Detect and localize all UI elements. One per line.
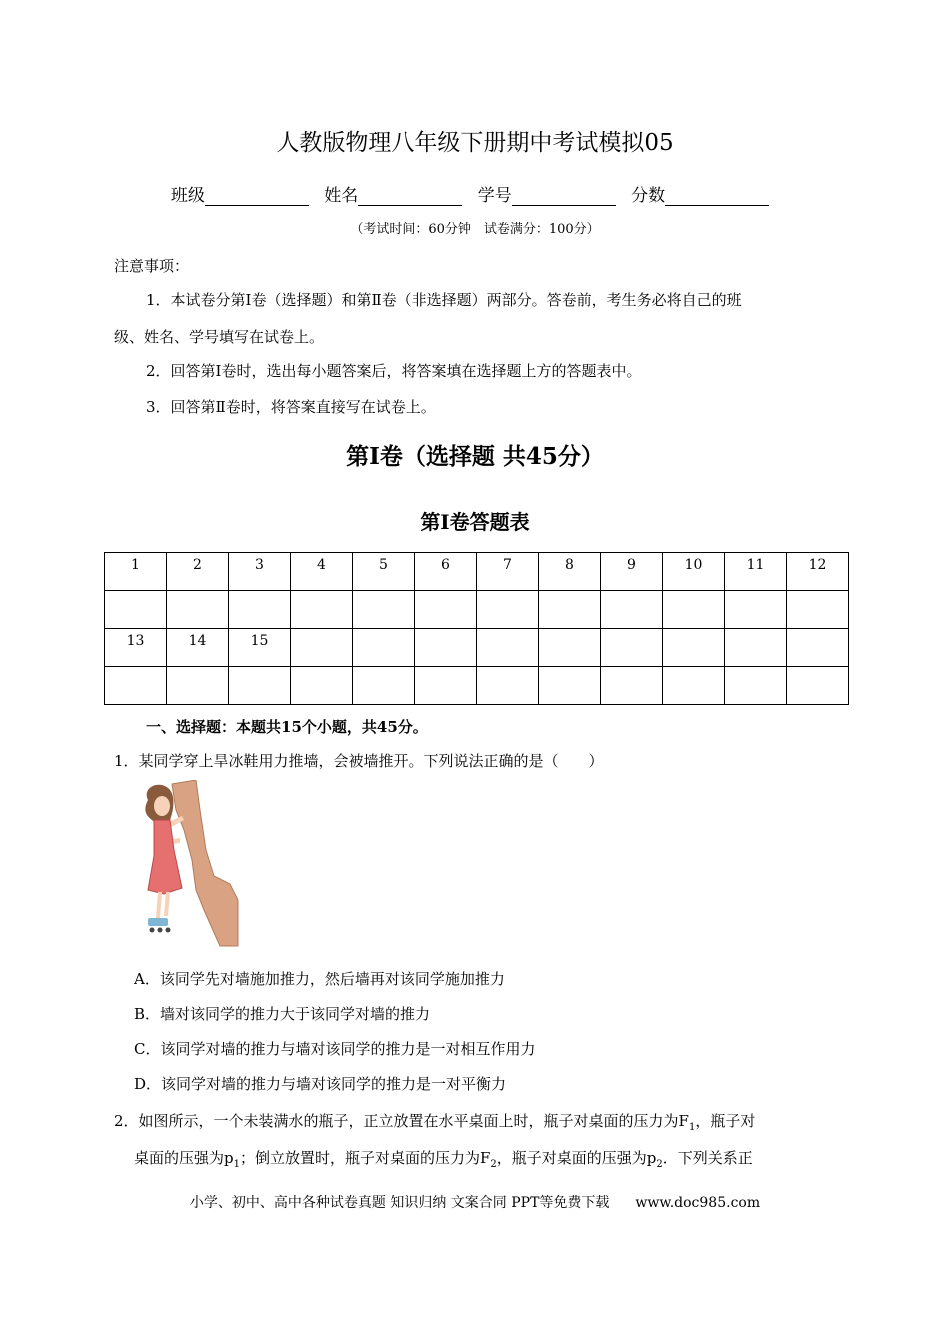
note-item-1-line-2: 级、姓名、学号填写在试卷上。 <box>114 328 325 346</box>
table-cell: 4 <box>291 553 353 591</box>
table-cell <box>539 629 601 667</box>
class-label: 班级 <box>170 186 205 206</box>
answer-cell[interactable] <box>415 667 477 705</box>
table-cell: 12 <box>787 553 849 591</box>
answer-table-number-row-2 <box>105 629 849 667</box>
table-cell <box>477 629 539 667</box>
question-2-line-2 <box>134 1147 753 1170</box>
answer-table-answer-row-2 <box>105 667 849 705</box>
table-cell <box>787 629 849 667</box>
question-1-option-c: C．该同学对墙的推力与墙对该同学的推力是一对相互作用力 <box>134 1040 536 1058</box>
q2-line2-sub-1: 1 <box>233 1159 240 1170</box>
answer-cell[interactable] <box>167 591 229 629</box>
note-item-1-line-1: 1．本试卷分第Ⅰ卷（选择题）和第Ⅱ卷（非选择题）两部分。答卷前，考生务必将自己的班 <box>146 291 742 309</box>
table-cell: 6 <box>415 553 477 591</box>
name-label: 姓名 <box>324 186 359 206</box>
q2-line1-text-b: ，瓶子对 <box>695 1112 756 1130</box>
table-cell: 10 <box>663 553 725 591</box>
footer-url-link[interactable]: www.doc985.com <box>635 1195 761 1211</box>
answer-cell[interactable] <box>353 591 415 629</box>
page-footer <box>0 1192 950 1212</box>
footer-text: 小学、初中、高中各种试卷真题 知识归纳 文案合同 PPT等免费下载 <box>189 1195 610 1211</box>
skate-wheel <box>150 928 155 933</box>
table-cell <box>353 629 415 667</box>
leg-shape <box>156 892 162 918</box>
name-blank[interactable] <box>358 187 462 206</box>
answer-cell[interactable] <box>787 591 849 629</box>
answer-cell[interactable] <box>353 667 415 705</box>
answer-cell[interactable] <box>167 667 229 705</box>
score-blank[interactable] <box>665 187 769 206</box>
answer-cell[interactable] <box>291 591 353 629</box>
score-label: 分数 <box>631 186 666 206</box>
table-cell: 3 <box>229 553 291 591</box>
table-cell: 9 <box>601 553 663 591</box>
table-cell: 11 <box>725 553 787 591</box>
question-1-option-d: D．该同学对墙的推力与墙对该同学的推力是一对平衡力 <box>134 1075 507 1093</box>
page-title: 人教版物理八年级下册期中考试模拟05 <box>276 130 674 156</box>
leg-shape <box>164 892 170 916</box>
answer-cell[interactable] <box>601 667 663 705</box>
question-1-option-a: A．该同学先对墙施加推力，然后墙再对该同学施加推力 <box>134 970 505 988</box>
table-cell <box>663 629 725 667</box>
id-blank[interactable] <box>512 187 616 206</box>
note-item-2: 2．回答第Ⅰ卷时，选出每小题答案后，将答案填在选择题上方的答题表中。 <box>146 362 642 380</box>
answer-cell[interactable] <box>105 591 167 629</box>
answer-cell[interactable] <box>539 591 601 629</box>
answer-cell[interactable] <box>725 591 787 629</box>
part-title: 一、选择题：本题共15个小题，共45分。 <box>146 718 428 736</box>
q2-line1-sub: 1 <box>688 1122 696 1133</box>
answer-cell[interactable] <box>105 667 167 705</box>
q2-line2-text-c: ，瓶子对桌面的压强为p <box>496 1149 657 1167</box>
answer-cell[interactable] <box>229 667 291 705</box>
note-item-3: 3．回答第Ⅱ卷时，将答案直接写在试卷上。 <box>146 398 436 416</box>
wall-shape <box>172 780 238 946</box>
answer-cell[interactable] <box>725 667 787 705</box>
exam-time-info: （考试时间：60分钟 试卷满分：100分） <box>350 222 600 237</box>
skate-wheel <box>158 928 163 933</box>
dress-shape <box>148 820 182 894</box>
question-2-line-1 <box>114 1110 755 1133</box>
table-cell <box>415 629 477 667</box>
class-blank[interactable] <box>205 187 309 206</box>
answer-cell[interactable] <box>477 591 539 629</box>
face-shape <box>154 796 170 816</box>
question-1-stem: 1．某同学穿上旱冰鞋用力推墙，会被墙推开。下列说法正确的是（ ） <box>114 752 604 770</box>
q2-line2-sub-2: 2 <box>490 1159 497 1170</box>
table-cell: 8 <box>539 553 601 591</box>
table-cell <box>291 629 353 667</box>
answer-cell[interactable] <box>663 591 725 629</box>
answer-cell[interactable] <box>229 591 291 629</box>
student-info-line <box>0 181 950 206</box>
table-cell: 13 <box>105 629 167 667</box>
answer-cell[interactable] <box>787 667 849 705</box>
answer-cell[interactable] <box>477 667 539 705</box>
table-cell: 1 <box>105 553 167 591</box>
answer-cell[interactable] <box>539 667 601 705</box>
answer-cell[interactable] <box>663 667 725 705</box>
table-cell: 7 <box>477 553 539 591</box>
section-title: 第Ⅰ卷（选择题 共45分） <box>346 443 604 470</box>
id-label: 学号 <box>477 186 512 206</box>
table-cell <box>725 629 787 667</box>
skate-wheel <box>166 928 171 933</box>
answer-table <box>104 552 849 705</box>
girl-pushing-wall-figure <box>134 780 244 948</box>
answer-cell[interactable] <box>291 667 353 705</box>
question-1-option-b: B．墙对该同学的推力大于该同学对墙的推力 <box>134 1005 431 1023</box>
q2-line2-text-a: 桌面的压强为p <box>134 1149 234 1167</box>
skate-shape <box>148 918 168 926</box>
answer-table-answer-row-1 <box>105 591 849 629</box>
answer-cell[interactable] <box>415 591 477 629</box>
answer-cell[interactable] <box>601 591 663 629</box>
notes-heading: 注意事项： <box>114 257 190 275</box>
table-cell: 14 <box>167 629 229 667</box>
table-cell: 5 <box>353 553 415 591</box>
table-cell <box>601 629 663 667</box>
table-cell: 15 <box>229 629 291 667</box>
q2-line2-text-b: ；倒立放置时，瓶子对桌面的压力为F <box>239 1149 491 1167</box>
q2-line2-sub-3: 2 <box>656 1159 663 1170</box>
q2-line1-text-a: 2．如图所示，一个未装满水的瓶子，正立放置在水平桌面上时，瓶子对桌面的压力为F <box>114 1112 689 1130</box>
answer-table-title: 第Ⅰ卷答题表 <box>420 510 530 534</box>
q2-line2-text-d: ．下列关系正 <box>662 1149 753 1167</box>
table-cell: 2 <box>167 553 229 591</box>
answer-table-number-row-1 <box>105 553 849 591</box>
